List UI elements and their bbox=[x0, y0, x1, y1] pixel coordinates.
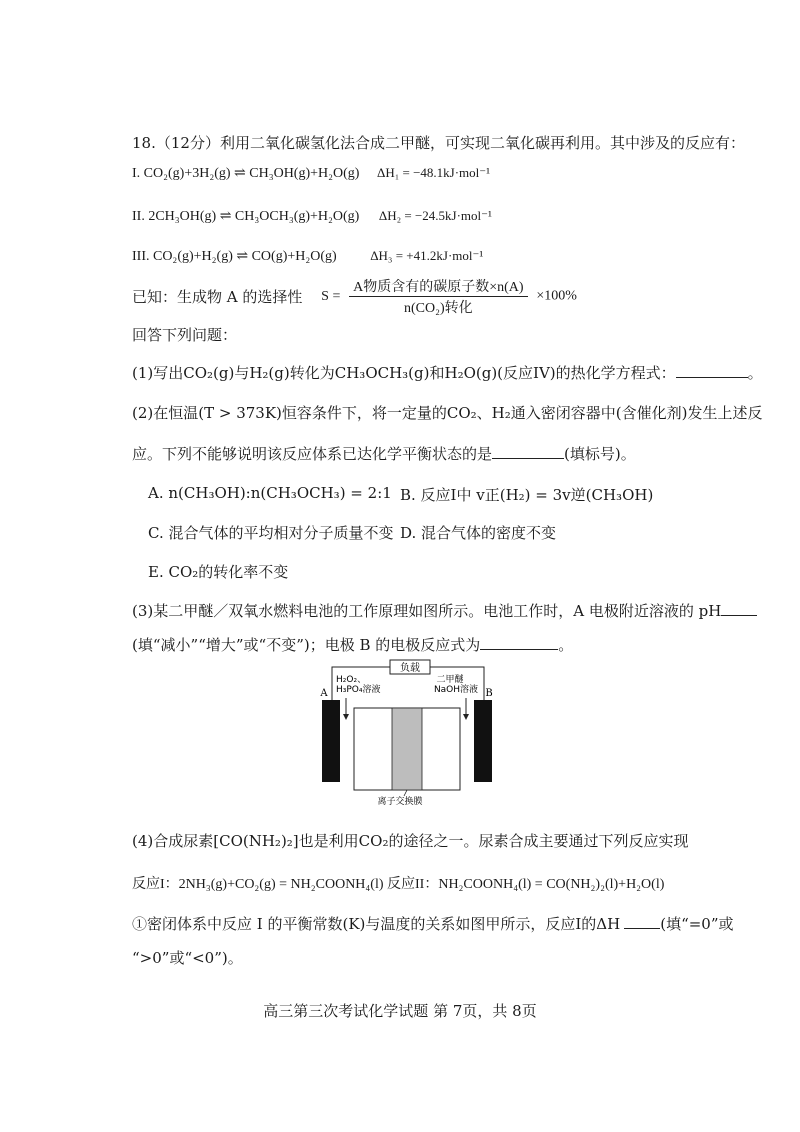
reaction-1-enthalpy: ΔH₁ = −48.1kJ·mol⁻¹ bbox=[376, 165, 491, 180]
known-label: 已知：生成物 A 的选择性 bbox=[132, 288, 303, 306]
part-3-line-2 bbox=[132, 634, 573, 655]
part-1 bbox=[132, 362, 763, 383]
reaction-1-equation: I. CO₂(g)+3H₂(g) ⇌ CH₃OH(g)+H₂O(g) bbox=[132, 166, 360, 181]
question-intro: 18.（12分）利用二氧化碳氢化法合成二甲醚，可实现二氧化碳再利用。其中涉及的反应有： bbox=[132, 134, 745, 152]
part-2-line-2 bbox=[132, 443, 636, 464]
page-footer: 高三第三次考试化学试题 第 7页，共 8页 bbox=[263, 1002, 537, 1020]
option-e: E. CO₂的转化率不变 bbox=[148, 563, 289, 581]
part-2-text: 应。下列不能够说明该反应体系已达化学平衡状态的是 bbox=[132, 445, 493, 463]
part-4-q1-line-2: “>0”或“<0”)。 bbox=[132, 949, 243, 967]
part-3-ph-blank[interactable] bbox=[721, 603, 757, 616]
reaction-2-equation: II. 2CH₃OH(g) ⇌ CH₃OCH₃(g)+H₂O(g) bbox=[132, 209, 360, 224]
reaction-1 bbox=[132, 165, 490, 182]
part-4-q1-text: ①密闭体系中反应 I 的平衡常数(K)与温度的关系如图甲所示，反应I的ΔH bbox=[132, 915, 621, 933]
right-solution-label-2: NaOH溶液 bbox=[433, 685, 479, 695]
part-1-answer-blank[interactable] bbox=[676, 365, 748, 378]
reaction-3-equation: III. CO₂(g)+H₂(g) ⇌ CO(g)+H₂O(g) bbox=[132, 249, 337, 264]
part-3-end: 。 bbox=[558, 636, 574, 654]
part-1-text: (1)写出CO₂(g)与H₂(g)转化为CH₃OCH₃(g)和H₂O(g)(反应IV)的热化学方程式： bbox=[132, 364, 676, 382]
reaction-3-enthalpy: ΔH₃ = +41.2kJ·mol⁻¹ bbox=[370, 248, 484, 263]
membrane-pointer bbox=[404, 790, 407, 796]
part-1-end: 。 bbox=[747, 364, 763, 382]
selectivity-fraction bbox=[349, 276, 527, 317]
fraction-denominator: n(CO₂)转化 bbox=[404, 301, 473, 316]
part-3-text-1: (3)某二甲醚／双氧水燃料电池的工作原理如图所示。电池工作时，A 电极附近溶液的 pH bbox=[132, 602, 722, 620]
answer-prompt: 回答下列问题： bbox=[132, 326, 238, 344]
left-solution-label-2: H₃PO₄溶液 bbox=[336, 685, 381, 695]
part-2-answer-blank[interactable] bbox=[492, 446, 564, 459]
fraction-numerator: A物质含有的碳原子数×n(A) bbox=[349, 276, 527, 297]
selectivity-definition bbox=[132, 276, 577, 317]
part-3-line-1 bbox=[132, 600, 757, 621]
part-3-electrode-blank[interactable] bbox=[480, 637, 558, 650]
part-4-reactions: 反应I：2NH₃(g)+CO₂(g) = NH₂COONH₄(l) 反应II：NH₂COONH₄(l) = CO(NH₂)₂(l)+H₂O(l) bbox=[132, 877, 665, 892]
part-3-text-2: (填“减小”“增大”或“不变”)；电极 B 的电极反应式为 bbox=[132, 636, 481, 654]
reaction-2-enthalpy: ΔH₂ = −24.5kJ·mol⁻¹ bbox=[378, 208, 492, 223]
electrode-a-label: A bbox=[320, 688, 328, 699]
ion-exchange-membrane bbox=[392, 708, 422, 790]
load-label: 负载 bbox=[400, 663, 420, 674]
membrane-label: 离子交换膜 bbox=[377, 797, 423, 806]
left-solution-label-1: H₂O₂、 bbox=[336, 675, 367, 685]
electrode-b-label: B bbox=[485, 688, 493, 699]
electrode-a bbox=[322, 700, 340, 782]
part-4-q1-end: (填“=0”或 bbox=[660, 915, 734, 933]
option-b: B. 反应I中 v正(H₂) = 3v逆(CH₃OH) bbox=[400, 486, 654, 504]
reaction-2 bbox=[132, 208, 492, 225]
right-solution-label-1: 二甲醚 bbox=[436, 675, 464, 685]
part-4-line-1: (4)合成尿素[CO(NH₂)₂]也是利用CO₂的途径之一。尿素合成主要通过下列反应实现 bbox=[132, 832, 689, 850]
part-4-q1-line-1 bbox=[132, 913, 734, 934]
s-equals: S = bbox=[321, 288, 341, 304]
part-4-dh-blank[interactable] bbox=[624, 916, 660, 929]
option-a: A. n(CH₃OH):n(CH₃OCH₃) = 2:1 bbox=[148, 484, 392, 502]
part-2-line-1: (2)在恒温(T > 373K)恒容条件下，将一定量的CO₂、H₂通入密闭容器中(含催化剂)发生上述反 bbox=[132, 404, 763, 422]
electrode-b bbox=[474, 700, 492, 782]
fuel-cell-diagram bbox=[318, 658, 494, 806]
option-d: D. 混合气体的密度不变 bbox=[400, 524, 557, 542]
left-inlet-arrowhead bbox=[343, 714, 349, 720]
part-2-end: (填标号)。 bbox=[564, 445, 636, 463]
option-c: C. 混合气体的平均相对分子质量不变 bbox=[148, 524, 394, 542]
fraction-times: ×100% bbox=[536, 288, 577, 304]
reaction-3 bbox=[132, 248, 483, 265]
right-inlet-arrowhead bbox=[463, 714, 469, 720]
